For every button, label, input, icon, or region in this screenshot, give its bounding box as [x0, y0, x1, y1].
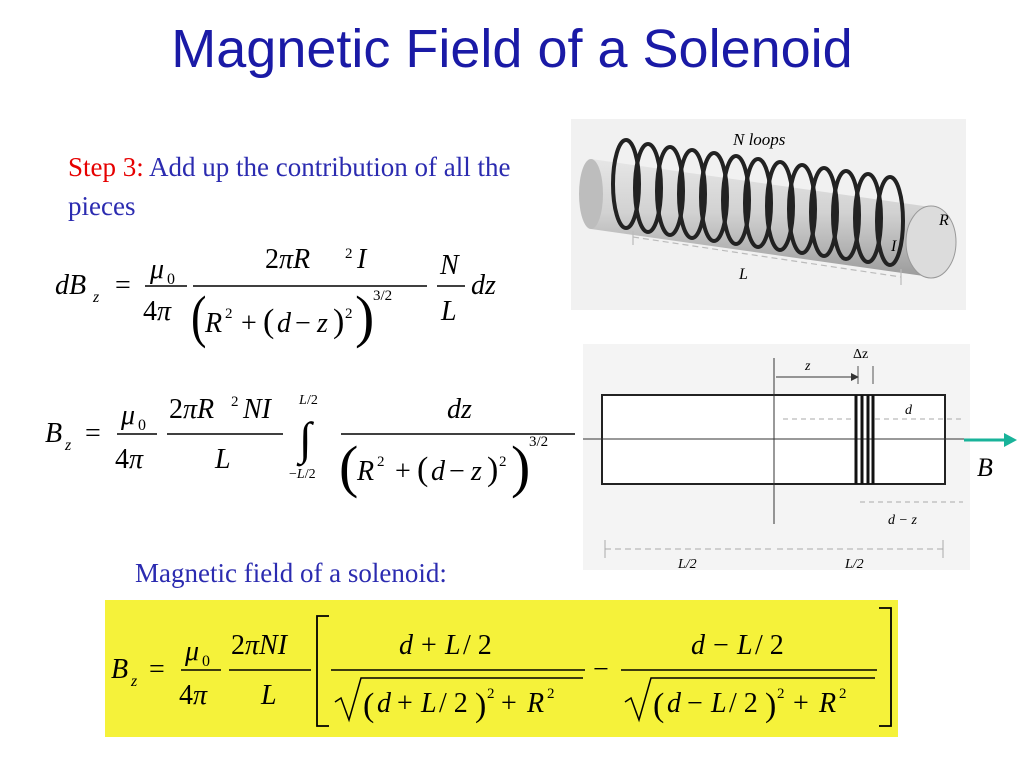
svg-text:R: R: [357, 456, 375, 487]
svg-text:+: +: [397, 688, 413, 719]
svg-text:2: 2: [777, 686, 785, 702]
svg-text:z: z: [471, 456, 482, 487]
svg-text:2: 2: [345, 246, 353, 262]
svg-text:−: −: [713, 630, 729, 661]
svg-text:=: =: [149, 654, 165, 685]
svg-text:+: +: [793, 688, 809, 719]
svg-text:L: L: [737, 630, 753, 661]
svg-text:): ): [511, 434, 531, 499]
svg-text:−L/2: −L/2: [289, 467, 316, 482]
svg-text:2: 2: [547, 686, 555, 702]
svg-text:dz: dz: [471, 270, 496, 301]
svg-text:N: N: [440, 250, 459, 281]
svg-text:4π: 4π: [143, 296, 172, 327]
field-label: B: [977, 453, 993, 482]
svg-text:+: +: [395, 456, 411, 487]
svg-text:3/2: 3/2: [529, 434, 549, 450]
svg-text:μ: μ: [150, 254, 165, 285]
svg-text:L: L: [711, 688, 727, 719]
svg-text:4π: 4π: [115, 444, 144, 475]
svg-text:2: 2: [225, 306, 233, 322]
svg-text:L: L: [441, 296, 457, 327]
svg-text:0: 0: [202, 653, 210, 670]
svg-text:2: 2: [499, 454, 507, 470]
slide-title: Magnetic Field of a Solenoid: [171, 19, 853, 79]
svg-text:2: 2: [231, 394, 239, 410]
svg-text:z: z: [131, 673, 138, 690]
svg-text:2: 2: [487, 686, 495, 702]
equation-dbz: [55, 238, 525, 363]
svg-text:(: (: [417, 451, 429, 488]
svg-text:2πR: 2πR: [169, 394, 215, 425]
field-arrow: [962, 430, 1022, 455]
solenoid-cross-section-figure: [583, 344, 970, 570]
d-minus-z-label: d − z: [888, 513, 917, 528]
svg-text:(: (: [653, 687, 665, 724]
svg-text:d: d: [431, 456, 445, 487]
svg-text:(: (: [339, 434, 359, 499]
svg-text:/ 2: / 2: [463, 630, 492, 661]
solenoid-coil-figure: [571, 119, 966, 310]
svg-text:2: 2: [377, 454, 385, 470]
d-label: d: [905, 403, 912, 418]
svg-text:L: L: [261, 680, 277, 711]
svg-text:R: R: [527, 688, 545, 719]
svg-text:−: −: [687, 688, 703, 719]
equation-bz-integral: [45, 382, 585, 517]
svg-text:): ): [765, 687, 777, 724]
radius-label: R: [939, 212, 949, 229]
svg-text:): ): [355, 284, 375, 349]
current-label: I: [891, 238, 897, 255]
svg-text:d: d: [277, 308, 291, 339]
svg-text:/2: /2: [307, 393, 318, 408]
svg-text:): ): [475, 687, 487, 724]
svg-text:NI: NI: [243, 394, 271, 425]
svg-text:+: +: [501, 688, 517, 719]
svg-text:): ): [333, 303, 345, 340]
svg-text:L: L: [421, 688, 437, 719]
svg-text:μ: μ: [185, 636, 200, 667]
svg-text:/ 2: / 2: [755, 630, 784, 661]
svg-text:(: (: [363, 687, 375, 724]
svg-text:B: B: [111, 654, 129, 685]
svg-text:−: −: [593, 654, 609, 685]
svg-text:+: +: [421, 630, 437, 661]
svg-text:3/2: 3/2: [373, 288, 393, 304]
half-length-left-label: L/2: [678, 557, 697, 570]
svg-text:d: d: [691, 630, 705, 661]
svg-text:I: I: [357, 244, 367, 275]
svg-text:R: R: [205, 308, 223, 339]
svg-text:+: +: [241, 308, 257, 339]
result-caption: Magnetic field of a solenoid:: [135, 558, 447, 588]
svg-text:L: L: [299, 393, 307, 408]
svg-text:−: −: [449, 456, 465, 487]
svg-text:(: (: [191, 285, 207, 350]
z-label: z: [805, 359, 811, 374]
svg-text:(: (: [263, 303, 275, 340]
svg-text:=: =: [115, 270, 131, 301]
step-text: [68, 148, 518, 226]
svg-text:): ): [487, 451, 499, 488]
svg-text:μ: μ: [121, 400, 136, 431]
result-equation-box: [105, 600, 898, 737]
svg-text:dz: dz: [447, 394, 472, 425]
svg-text:z: z: [93, 289, 100, 306]
svg-text:=: =: [85, 418, 101, 449]
svg-text:4π: 4π: [179, 680, 208, 711]
half-length-right-label: L/2: [845, 557, 864, 570]
svg-text:∫: ∫: [299, 413, 312, 464]
svg-text:d: d: [377, 688, 391, 719]
step-label: Step 3:: [68, 152, 144, 182]
svg-text:/ 2: / 2: [439, 688, 468, 719]
step-description: Add up the contribution of all the pieces: [68, 152, 511, 221]
svg-text:0: 0: [138, 417, 146, 434]
dz-label: Δz: [853, 347, 869, 362]
svg-text:0: 0: [167, 271, 175, 288]
svg-text:dB: dB: [55, 270, 87, 301]
svg-text:d: d: [399, 630, 413, 661]
loops-label: N loops: [733, 130, 786, 149]
svg-text:z: z: [317, 308, 328, 339]
svg-text:L: L: [215, 444, 231, 475]
svg-text:L: L: [445, 630, 461, 661]
svg-text:2πNI: 2πNI: [231, 630, 288, 661]
length-label: L: [739, 266, 748, 283]
svg-text:−: −: [295, 308, 311, 339]
svg-text:/ 2: / 2: [729, 688, 758, 719]
svg-text:2πR: 2πR: [265, 244, 311, 275]
svg-text:z: z: [65, 437, 72, 454]
svg-text:2: 2: [839, 686, 847, 702]
svg-text:d: d: [667, 688, 681, 719]
svg-text:B: B: [45, 418, 63, 449]
svg-text:R: R: [819, 688, 837, 719]
svg-text:2: 2: [345, 306, 353, 322]
